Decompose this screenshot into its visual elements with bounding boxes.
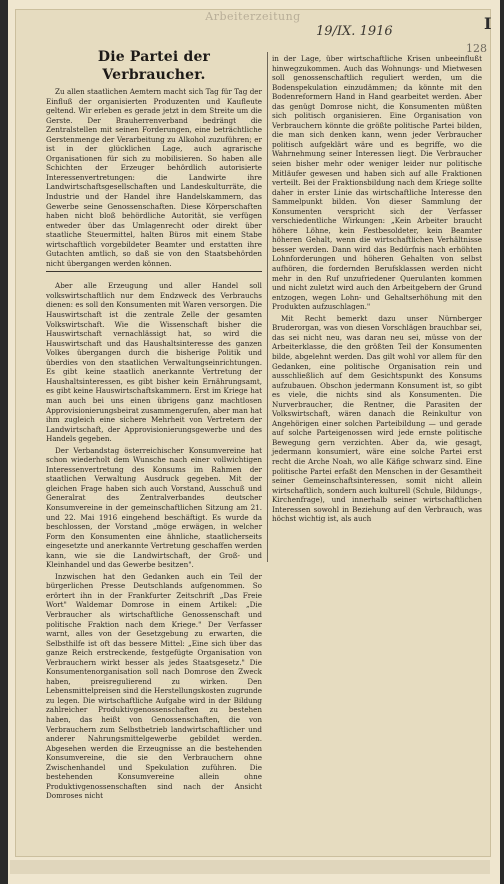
right-column bbox=[272, 54, 482, 526]
handwritten-date: 19/IX. 1916 bbox=[316, 24, 393, 39]
handwritten-number: 128 bbox=[466, 42, 487, 55]
headline: Die Partei der Verbraucher. bbox=[97, 49, 211, 83]
paragraph: in der Lage, über wirtschaftliche Krisen unbeeinflußt hinwegzukommen. Auch das Wohnungs- und Mietwesen soll genossenschaftlich reguliert werden, um die Bodenspekulation einzudämmen; da könnte mit den Bodenreformern Hand in Hand gearbeitet werden. Aber das genügt Domrose nicht, die Konsumenten müßten sich politisch organisieren. Eine Organisation von Verbrauchern könnte die größte politische Partei bilden, die man sich denken kann, wenn jeder Verbraucher politisch aufgeklärt wäre und es begriffe, wo die Wahrnehmung seiner Interessen liegt. Die Verbraucher seien bisher mehr oder weniger leider nur politische Mitläufer gewesen und haben sich auf alle Fraktionen verteilt. Bei der Fraktionsbildung nach dem Kriege sollte daher in erster Linie das wirtschaftliche Interesse den Sammelpunkt bilden. Von dieser Sammlung der Konsumenten verspricht sich der Verfasser verschiedentliche Wirkungen: „Kein Arbeiter braucht höhere Löhne, kein Festbesoldeter, kein Beamter höheren Gehalt, wenn die wirtschaftlichen Verhältnisse besser werden. Dann wird das Bedürfnis nach erhöhten Lohnforderungen und höheren Gehalten von selbst aufhören, die fordernden Berufsklassen werden nicht mehr in den Ruf unzufriedener Querulanten kommen und nicht zuletzt wird auch den Arbeitgebern der Grund entzogen, wegen Lohn- und Gehaltserhöhung mit den Produkten aufzuschlagen." bbox=[272, 54, 482, 312]
paragraph: Der Verbandstag österreichischer Konsumvereine hat schon wiederholt dem Wunsche nach einer vollwichtigen Interessenvertretung des Konsums im Rahmen der staatlichen Verwaltung Ausdruck gegeben. Mit der gleichen Frage haben sich auch Vorstand, Ausschuß und Generalrat des Zentralverbandes deutscher Konsumvereine in der gemeinschaftlichen Sitzung am 21. und 22. Mai 1916 eingehend beschäftigt. Es wurde da beschlossen, der Vorstand „möge erwägen, in welcher Form den Konsumenten eine ähnliche, staatlicherseits eingesetzte und anerkannte Vertretung geschaffen werden kann, wie sie die Landwirtschaft, der Groß- und Kleinhandel und das Gewerbe besitzen". bbox=[46, 445, 262, 570]
masthead: Arbeiterzeitung bbox=[205, 10, 301, 23]
section-divider bbox=[46, 271, 262, 277]
paragraph: Inzwischen hat den Gedanken auch ein Teil der bürgerlichen Presse Deutschlands aufgenommen. So erörtert ihn in der Frankfurter Zeitschrift „Das Freie Wort" Waldemar Domrose in einem Artikel: „Die Verbraucher als wirtschaftliche Genossenschaft und politische Fraktion nach dem Kriege." Der Verfasser warnt, alles von der Gesetzgebung zu erwarten, die Selbsthilfe ist oft das bessere Mittel: „Eine sich über das ganze Reich erstreckende, festgefügte Organisation von Verbrauchern wirkt besser als jedes Staatsgesetz." Die Konsumentenorganisation soll nach Domrose den Zweck haben, preisregulierend zu wirken. Den Lebensmittelpreisen sind die Herstellungskosten zugrunde zu legen. Die wirtschaftliche Aufgabe wird in der Bildung zahlreicher Produktivgenossenschaften zu bestehen haben, das heißt von Genossenschaften, die von Verbrauchern zum Selbstbetrieb landwirtschaftlicher und anderer Nahrungsmittelgewerbe gebildet werden. Abgesehen werden die Erzeugnisse an die bestehenden Konsumvereine, die sie den Verbrauchern ohne Zwischenhandel und Spekulation zuführen. Die bestehenden Konsumvereine allein ohne Produktivgenossenschaften sind nach der Ansicht Domroses nicht bbox=[46, 571, 262, 801]
paragraph: Aber alle Erzeugung und aller Handel soll volkswirtschaftlich nur dem Endzweck des Verbrauchs dienen: es soll den Konsumenten mit Waren versorgen. Die Hauswirtschaft ist die zentrale Zelle der gesamten Volkswirtschaft. Wie die Wissenschaft bisher die Hauswirtschaft vernachlässigt hat, so wird die Hauswirtschaft und das Haushaltsinteresse des ganzen Volkes übergangen durch die bisherige Politik und überdies von den staatlichen Verwaltungseinrichtungen. Es gibt keine staatlich anerkannte Vertretung der Haushaltsinteressen, es gibt bisher kein Ernährungsamt, es gibt keine Hauswirtschaftskammern. Erst im Kriege hat man auch bei uns einen übrigens ganz machtlosen Approvisionierungsbeirat zusammengerufen, aber man hat ihm zugleich eine sichere Mehrheit von Vertretern der Landwirtschaft, der Approvisionierungsgewerbe und des Handels gegeben. bbox=[46, 281, 262, 444]
handwritten-roman-numeral: I bbox=[484, 14, 492, 33]
paragraph: Mit Recht bemerkt dazu unser Nürnberger Bruderorgan, was von diesen Vorschlägen brauchbar sei, das sei nicht neu, was daran neu sei, müsse von der Arbeiterklasse, die den größten Teil der Konsumenten bilde, abgelehnt werden. Das gilt wohl vor allem für den Gedanken, eine politische Organisation rein und ausschließlich auf dem Gesichtspunkt des Konsums aufzubauen. Obschon jedermann Konsument ist, so gibt es viele, die nichts sind als Konsumenten. Die Nurverbraucher, die Rentner, die Parasiten der Volkswirtschaft, wären danach die Reinkultur von Angehörigen einer solchen Parteibildung — und gerade auf solche Parteigenossen wird jede ernste politische Bewegung gern verzichten. Aber da, wie gesagt, jedermann konsumiert, wäre eine solche Partei erst recht die Arche Noah, wo alle Käfige schwarz sind. Eine politische Partei erfaßt den Menschen in der Gesamtheit seiner Gemeinschaftsinteressen, somit nicht allein wirtschaftlich, sondern auch kulturell (Schule, Bildungs-, Kirchenfrage), und innerhalb seiner wirtschaftlichen Interessen sowohl in Beziehung auf den Verbrauch, was höchst wichtig ist, als auch bbox=[272, 313, 482, 524]
intro-paragraph: Zu allen staatlichen Aemtern macht sich Tag für Tag der Einfluß der organisierten Produzenten und Kaufleute geltend. Wir erleben es gerade jetzt in dem Streite um die Gerste. Der Brauherrenverband bedrängt die Zentralstellen mit seinen Forderungen, eine beträchtliche Gerstenmenge der Verarbeitung zu Alkohol zuzuführen; er ist in der glücklichen Lage, auch agrarische Organisationen für sich zu mobilisieren. So haben alle Schichten der Erzeuger behördlich autorisierte Interessenvertretungen: die Landwirte ihre Landwirtschaftsgesellschaften und Landeskulturräte, die Industrie und der Handel ihre Handelskammern, das Gewerbe seine Genossenschaften. Diese Körperschaften haben nicht bloß behördliche Autorität, sie verfügen entweder über das Umlagenrecht oder direkt über staatliche Steuermittel, halten Büros mit einem Stabe wirtschaftlich vorgebildeter Beamter und erstatten ihre Gutachten amtlich, so daß sie von den Staatsbehörden nicht übergangen werden können. bbox=[46, 87, 262, 268]
paper-edge bbox=[10, 860, 490, 874]
column-divider bbox=[267, 52, 268, 562]
left-column bbox=[46, 48, 262, 803]
